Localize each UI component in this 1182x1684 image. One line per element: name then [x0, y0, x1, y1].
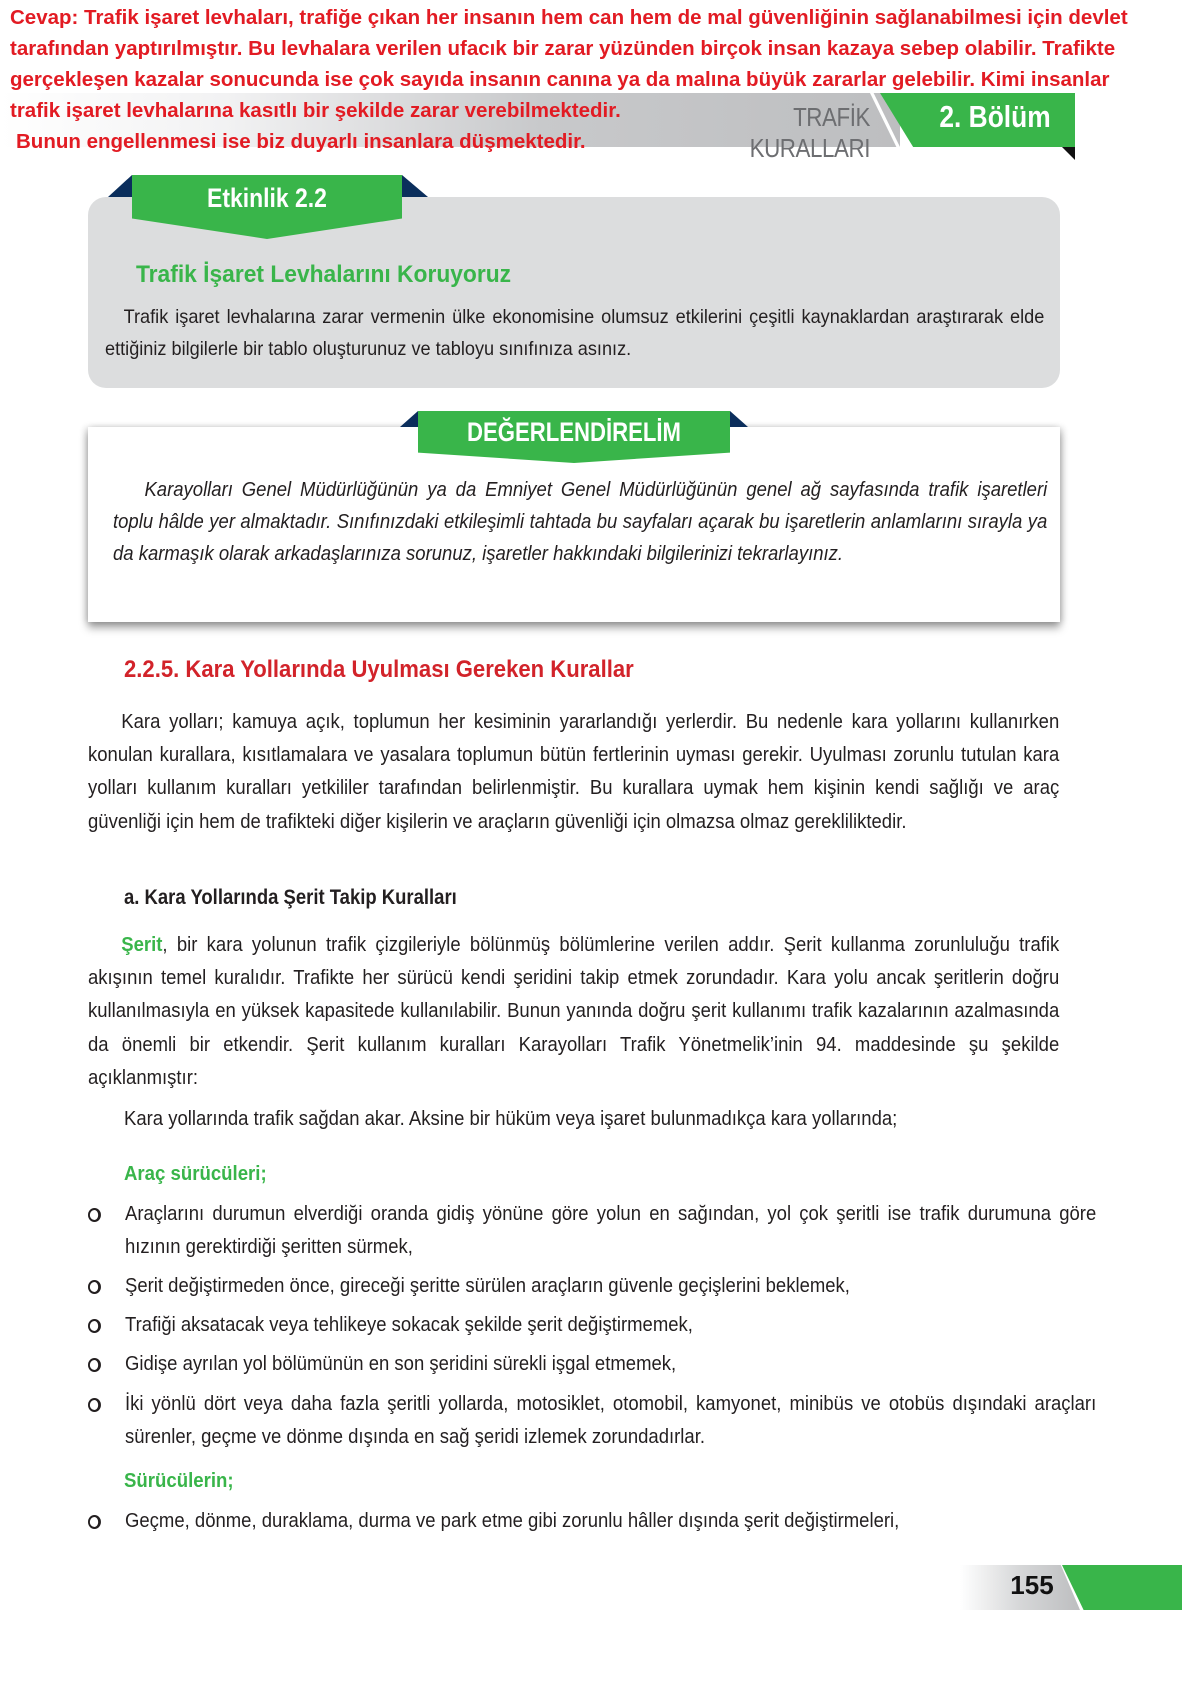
hollow-circle-bullet-icon: [88, 1358, 101, 1372]
subheading: a. Kara Yollarında Şerit Takip Kuralları: [124, 886, 457, 909]
page-number: 155: [1010, 1570, 1054, 1600]
section-heading: 2.2.5. Kara Yollarında Uyulması Gereken Kurallar: [124, 656, 634, 683]
list-item-text: Araçlarını durumun elverdiği oranda gidiş yönüne göre yolun en sağından, yol çok şeritli ise trafik durumuna göre hızının gerektirdiği şeritten sürmek,: [125, 1203, 1097, 1259]
section-label: 2. Bölüm: [939, 99, 1051, 134]
hollow-circle-bullet-icon: [88, 1398, 101, 1412]
activity-tab-label: Etkinlik 2.2: [207, 183, 327, 213]
answer-line: tarafından yaptırılmıştır. Bu levhalara verilen ufacık bir zarar yüzünden birçok insan kazaya sebep olabilir. Trafikte: [10, 37, 1116, 60]
evaluation-tab-label: DEĞERLENDİRELİM: [466, 417, 682, 447]
chapter-title: TRAFİK KURALLARI: [749, 102, 870, 163]
answer-line: Bunun engellenmesi ise biz duyarlı insanlara düşmektedir.: [16, 130, 586, 153]
footer-accent: [1062, 1565, 1182, 1610]
tab-fold-left: [400, 411, 418, 427]
list-item: [88, 1505, 1096, 1538]
paragraph: [88, 929, 1059, 1095]
intro-text: Kara yollarında trafik sağdan akar. Aksine bir hüküm veya işaret bulunmadıkça kara yollarında;: [124, 1108, 898, 1130]
evaluation-text: Karayolları Genel Müdürlüğünün ya da Emniyet Genel Müdürlüğünün genel ağ sayfasında trafik işaretleri toplu hâlde yer almaktadır. Sınıfınızdaki etkileşimli tahtada bu sayfaları açarak bu işaretlerin anlamlarını sırayla ya da karmaşık olarak arkadaşlarınıza sorunuz, işaretler hakkındaki bilgilerinizi tekrarlayınız.: [113, 479, 1048, 565]
answer-line: Cevap: Trafik işaret levhaları, trafiğe çıkan her insanın hem can hem de mal güvenliğinin sağlanabilmesi için devlet: [10, 6, 1128, 29]
paragraph-text: , bir kara yolunun trafik çizgileriyle bölünmüş bölümlerine verilen addır. Şerit kullanma zorunluluğu trafik akışının temel kuralıdır. Trafikte her sürücü kendi şeridini takip etmek zorundadır. Kara yolu ancak şeritlerin doğru kullanılmasıyla en yüksek kapasitede kullanılabilir. Bunun yanında doğru şerit kullanımı trafik kazalarının azalmasında da önemli bir etkendir. Şerit kullanım kuralları Karayolları Trafik Yönetmelik’inin 94. maddesinde şu şekilde açıklanmıştır:: [88, 934, 1060, 1089]
list-item: [88, 1309, 1096, 1342]
list-item-text: Geçme, dönme, duraklama, durma ve park etme gibi zorunlu hâller dışında şerit değiştirmeleri,: [125, 1510, 900, 1532]
activity-title: Trafik İşaret Levhalarını Koruyoruz: [136, 261, 512, 288]
group-label: Sürücülerin;: [124, 1470, 234, 1492]
answer-line: trafik işaret levhalarına kasıtlı bir şekilde zarar verebilmektedir.: [10, 99, 621, 122]
list-item-text: İki yönlü dört veya daha fazla şeritli yollarda, motosiklet, otomobil, kamyonet, minibüs ve otobüs dışındaki araçları sürenler, geçme ve dönme dışında en sağ şeridi izlemek zorundadırlar.: [125, 1393, 1097, 1449]
hollow-circle-bullet-icon: [88, 1515, 101, 1529]
list-item: [88, 1198, 1096, 1264]
hollow-circle-bullet-icon: [88, 1280, 101, 1294]
tab-fold-right: [402, 175, 428, 197]
tab-fold-left: [108, 175, 132, 197]
list-item-text: Gidişe ayrılan yol bölümünün en son şeridini sürekli işgal etmemek,: [125, 1353, 677, 1375]
hollow-circle-bullet-icon: [88, 1319, 101, 1333]
answer-line: gerçekleşen kazalar sonucunda ise çok sayıda insanın canına ya da malına büyük zararlar gelebilir. Kimi insanlar: [10, 68, 1110, 91]
list-item-text: Trafiği aksatacak veya tehlikeye sokacak şekilde şerit değiştirmemek,: [125, 1314, 693, 1336]
paragraph: Kara yolları; kamuya açık, toplumun her kesiminin yararlandığı yerlerdir. Bu nedenle kara yollarını kullanırken konulan kurallara, kısıtlamalara ve yasalara toplumun bütün fertlerinin uyması gerekir. Uyulması zorunlu tutulan kara yolları kullanım kuralları yetkililer tarafından belirlenmiştir. Bu kurallara uymak hem kişinin kendi sağlığı ve araç güvenliği için hem de trafikteki diğer kişilerin ve araçların güvenliği için olmazsa olmaz gerekliliktedir.: [88, 711, 1060, 833]
keyword: Şerit: [121, 934, 163, 956]
list-item: [88, 1348, 1096, 1381]
list-item: [88, 1388, 1096, 1454]
answer-overlay: [10, 2, 1180, 157]
group-label: Araç sürücüleri;: [124, 1163, 267, 1185]
tab-fold-right: [730, 411, 748, 427]
hollow-circle-bullet-icon: [88, 1208, 101, 1222]
list-item-text: Şerit değiştirmeden önce, gireceği şeritte sürülen araçların güvenle geçişlerini beklemek,: [125, 1275, 850, 1297]
activity-text: Trafik işaret levhalarına zarar vermenin ülke ekonomisine olumsuz etkilerini çeşitli kaynaklardan araştırarak elde ettiğiniz bilgilerle bir tablo oluşturunuz ve tabloyu sınıfınıza asınız.: [105, 306, 1045, 360]
list-item: [88, 1270, 1096, 1303]
